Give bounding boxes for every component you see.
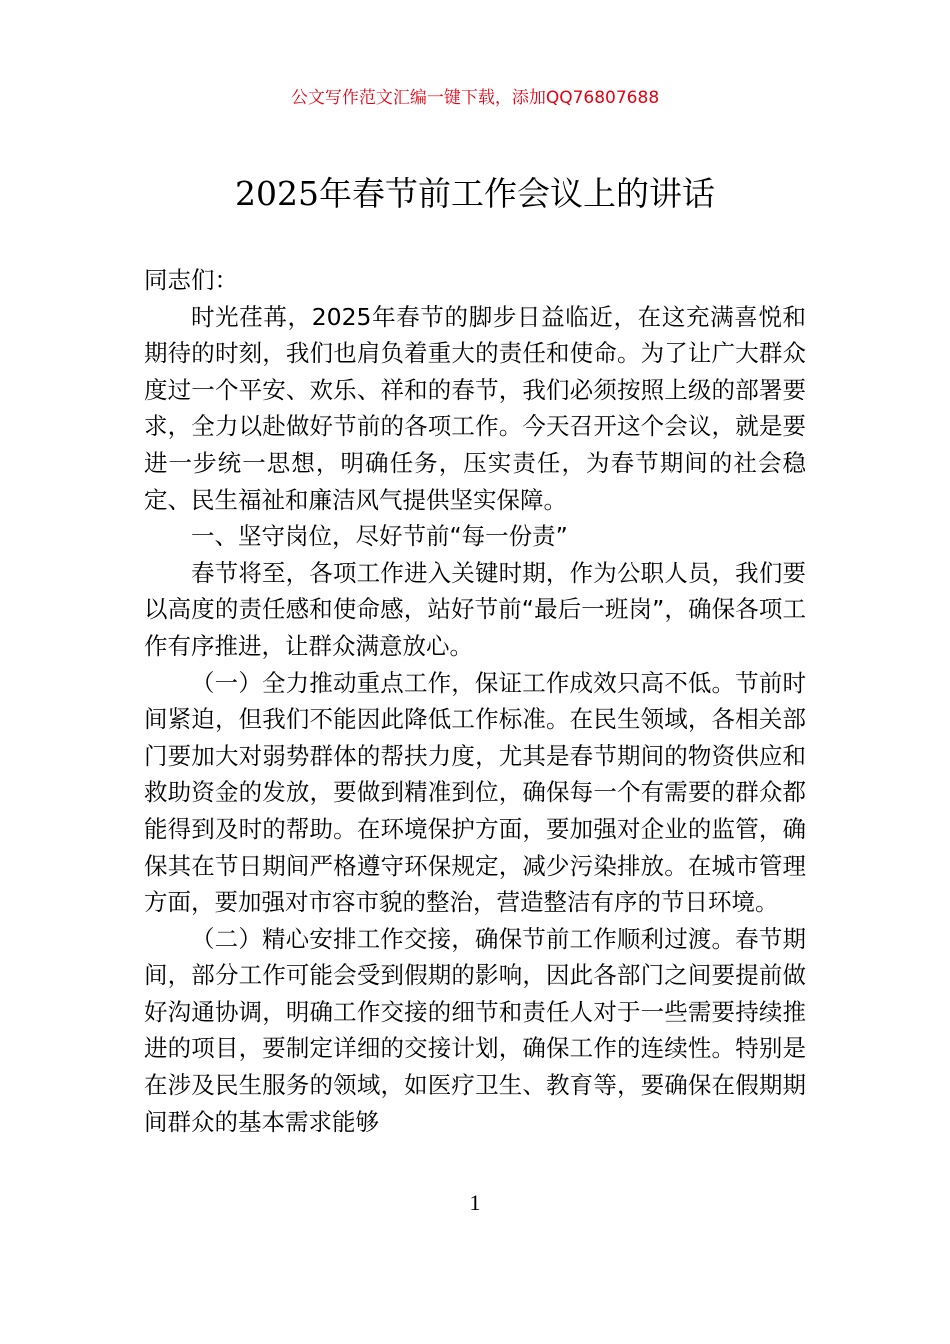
- paragraph-intro: 时光荏苒，2025年春节的脚步日益临近，在这充满喜悦和期待的时刻，我们也肩负着重大的责任和使命。为了让广大群众度过一个平安、欢乐、祥和的春节，我们必须按照上级的部署要求，全力以赴做好节前的各项工作。今天召开这个会议，就是要进一步统一思想，明确任务，压实责任，为春节期间的社会稳定、民生福祉和廉洁风气提供坚实保障。: [144, 302, 806, 514]
- paragraph-subsection-1: （一）全力推动重点工作，保证工作成效只高不低。节前时间紧迫，但我们不能因此降低工作标准。在民生领域，各相关部门要加大对弱势群体的帮扶力度，尤其是春节期间的物资供应和救助资金的发放，要做到精准到位，确保每一个有需要的群众都能得到及时的帮助。在环境保护方面，要加强对企业的监管，确保其在节日期间严格遵守环保规定，减少污染排放。在城市管理方面，要加强对市容市貌的整治，营造整洁有序的节日环境。: [144, 668, 806, 917]
- page-number: 1: [469, 1190, 481, 1215]
- section-heading-1: 一、坚守岗位，尽好节前“每一份责”: [191, 522, 568, 551]
- header-download-note: 公文写作范文汇编一键下载，添加QQ76807688: [290, 88, 660, 108]
- document-title: 2025年春节前工作会议上的讲话: [235, 174, 715, 213]
- paragraph-subsection-2: （二）精心安排工作交接，确保节前工作顺利过渡。春节期间，部分工作可能会受到假期的影响，因此各部门之间要提前做好沟通协调，明确工作交接的细节和责任人对于一些需要持续推进的项目，要制定详细的交接计划，确保工作的连续性。特别是在涉及民生服务的领域，如医疗卫生、教育等，要确保在假期期间群众的基本需求能够: [144, 924, 806, 1136]
- salutation: 同志们：: [144, 266, 238, 294]
- paragraph-section-1: 春节将至，各项工作进入关键时期，作为公职人员，我们要以高度的责任感和使命感，站好节前“最后一班岗”，确保各项工作有序推进，让群众满意放心。: [144, 558, 806, 660]
- document-body: [144, 262, 806, 1140]
